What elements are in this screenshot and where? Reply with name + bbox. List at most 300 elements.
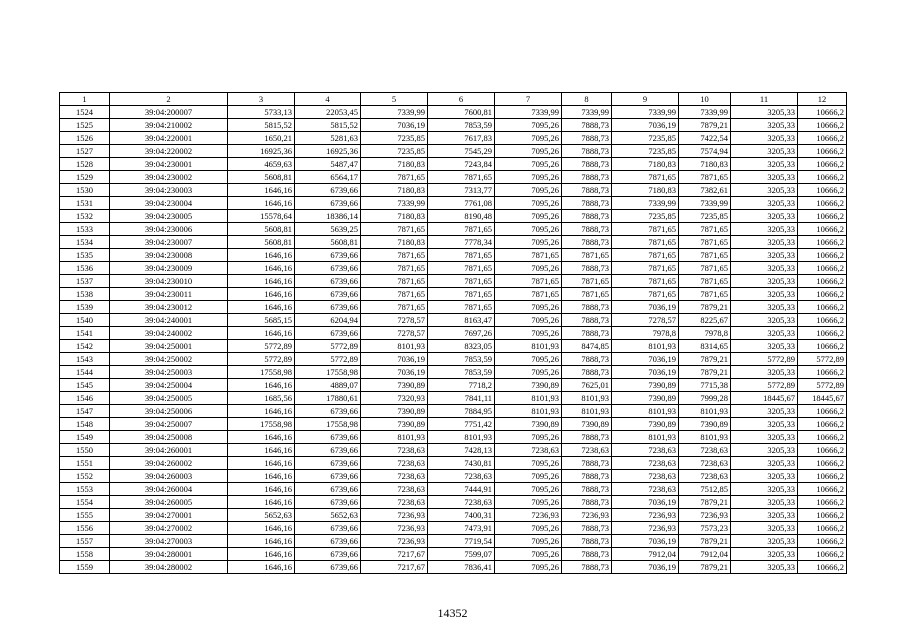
row-id-cell: 1535 bbox=[60, 249, 110, 262]
value-cell: 7871,65 bbox=[612, 262, 679, 275]
value-cell: 7871,65 bbox=[612, 275, 679, 288]
value-cell: 7573,23 bbox=[679, 522, 731, 535]
value-cell: 5685,15 bbox=[228, 314, 295, 327]
value-cell: 1646,16 bbox=[228, 522, 295, 535]
value-cell: 7718,2 bbox=[428, 379, 495, 392]
column-header: 8 bbox=[562, 93, 612, 106]
row-id-cell: 1558 bbox=[60, 548, 110, 561]
row-id-cell: 1543 bbox=[60, 353, 110, 366]
page-number: 14352 bbox=[437, 606, 468, 620]
value-cell: 3205,33 bbox=[731, 158, 798, 171]
value-cell: 5815,52 bbox=[228, 119, 295, 132]
value-cell: 8101,93 bbox=[679, 431, 731, 444]
cadastral-code-cell: 39:04:230001 bbox=[110, 158, 228, 171]
table-row bbox=[60, 158, 847, 171]
value-cell: 3205,33 bbox=[731, 106, 798, 119]
cadastral-code-cell: 39:04:250001 bbox=[110, 340, 228, 353]
value-cell: 7888,73 bbox=[562, 535, 612, 548]
value-cell: 3205,33 bbox=[731, 184, 798, 197]
value-cell: 5772,89 bbox=[731, 353, 798, 366]
table-row bbox=[60, 561, 847, 574]
value-cell: 10666,2 bbox=[798, 210, 847, 223]
row-id-cell: 1557 bbox=[60, 535, 110, 548]
row-id-cell: 1538 bbox=[60, 288, 110, 301]
column-header: 11 bbox=[731, 93, 798, 106]
table-row bbox=[60, 119, 847, 132]
value-cell: 7888,73 bbox=[562, 158, 612, 171]
value-cell: 7879,21 bbox=[679, 561, 731, 574]
value-cell: 7871,65 bbox=[495, 249, 562, 262]
value-cell: 6739,66 bbox=[295, 444, 361, 457]
value-cell: 10666,2 bbox=[798, 119, 847, 132]
value-cell: 7238,63 bbox=[612, 483, 679, 496]
value-cell: 7238,63 bbox=[428, 470, 495, 483]
value-cell: 7217,67 bbox=[361, 548, 428, 561]
cadastral-code-cell: 39:04:230005 bbox=[110, 210, 228, 223]
column-header: 6 bbox=[428, 93, 495, 106]
row-id-cell: 1550 bbox=[60, 444, 110, 457]
value-cell: 8163,47 bbox=[428, 314, 495, 327]
row-id-cell: 1528 bbox=[60, 158, 110, 171]
value-cell: 7879,21 bbox=[679, 366, 731, 379]
value-cell: 7428,13 bbox=[428, 444, 495, 457]
value-cell: 6739,66 bbox=[295, 301, 361, 314]
value-cell: 22053,45 bbox=[295, 106, 361, 119]
value-cell: 7574,94 bbox=[679, 145, 731, 158]
value-cell: 3205,33 bbox=[731, 496, 798, 509]
value-cell: 17558,98 bbox=[295, 366, 361, 379]
value-cell: 7339,99 bbox=[495, 106, 562, 119]
value-cell: 7888,73 bbox=[562, 119, 612, 132]
value-cell: 7871,65 bbox=[679, 288, 731, 301]
value-cell: 7236,93 bbox=[495, 509, 562, 522]
cadastral-code-cell: 39:04:280002 bbox=[110, 561, 228, 574]
value-cell: 4889,07 bbox=[295, 379, 361, 392]
table-row bbox=[60, 353, 847, 366]
value-cell: 7095,26 bbox=[495, 236, 562, 249]
value-cell: 6739,66 bbox=[295, 262, 361, 275]
value-cell: 10666,2 bbox=[798, 431, 847, 444]
table-row bbox=[60, 132, 847, 145]
value-cell: 7871,65 bbox=[562, 275, 612, 288]
value-cell: 7888,73 bbox=[562, 236, 612, 249]
value-cell: 7180,83 bbox=[679, 158, 731, 171]
table-row bbox=[60, 444, 847, 457]
table-row bbox=[60, 431, 847, 444]
value-cell: 3205,33 bbox=[731, 275, 798, 288]
value-cell: 7599,07 bbox=[428, 548, 495, 561]
value-cell: 7339,99 bbox=[612, 197, 679, 210]
value-cell: 7095,26 bbox=[495, 171, 562, 184]
value-cell: 7036,19 bbox=[612, 301, 679, 314]
value-cell: 7095,26 bbox=[495, 366, 562, 379]
value-cell: 7888,73 bbox=[562, 327, 612, 340]
value-cell: 7879,21 bbox=[679, 119, 731, 132]
row-id-cell: 1529 bbox=[60, 171, 110, 184]
value-cell: 8190,48 bbox=[428, 210, 495, 223]
value-cell: 7236,93 bbox=[361, 509, 428, 522]
value-cell: 1646,16 bbox=[228, 457, 295, 470]
value-cell: 7617,83 bbox=[428, 132, 495, 145]
value-cell: 10666,2 bbox=[798, 288, 847, 301]
table-row bbox=[60, 171, 847, 184]
value-cell: 10666,2 bbox=[798, 457, 847, 470]
value-cell: 18386,14 bbox=[295, 210, 361, 223]
value-cell: 6739,66 bbox=[295, 431, 361, 444]
row-id-cell: 1548 bbox=[60, 418, 110, 431]
value-cell: 7853,59 bbox=[428, 353, 495, 366]
row-id-cell: 1559 bbox=[60, 561, 110, 574]
value-cell: 7871,65 bbox=[679, 249, 731, 262]
value-cell: 3205,33 bbox=[731, 301, 798, 314]
value-cell: 7339,99 bbox=[612, 106, 679, 119]
value-cell: 3205,33 bbox=[731, 444, 798, 457]
value-cell: 7238,63 bbox=[361, 483, 428, 496]
value-cell: 5639,25 bbox=[295, 223, 361, 236]
table-row bbox=[60, 197, 847, 210]
value-cell: 7888,73 bbox=[562, 314, 612, 327]
value-cell: 3205,33 bbox=[731, 535, 798, 548]
value-cell: 10666,2 bbox=[798, 340, 847, 353]
value-cell: 3205,33 bbox=[731, 561, 798, 574]
value-cell: 7719,54 bbox=[428, 535, 495, 548]
value-cell: 7888,73 bbox=[562, 548, 612, 561]
value-cell: 7888,73 bbox=[562, 470, 612, 483]
value-cell: 1646,16 bbox=[228, 444, 295, 457]
value-cell: 7871,65 bbox=[562, 288, 612, 301]
cadastral-code-cell: 39:04:250005 bbox=[110, 392, 228, 405]
row-id-cell: 1553 bbox=[60, 483, 110, 496]
value-cell: 7871,65 bbox=[562, 249, 612, 262]
value-cell: 7888,73 bbox=[562, 145, 612, 158]
value-cell: 5815,52 bbox=[295, 119, 361, 132]
table-row bbox=[60, 535, 847, 548]
value-cell: 7871,65 bbox=[495, 288, 562, 301]
cadastral-code-cell: 39:04:230010 bbox=[110, 275, 228, 288]
row-id-cell: 1537 bbox=[60, 275, 110, 288]
row-id-cell: 1554 bbox=[60, 496, 110, 509]
value-cell: 5608,81 bbox=[228, 236, 295, 249]
value-cell: 7095,26 bbox=[495, 184, 562, 197]
value-cell: 7600,81 bbox=[428, 106, 495, 119]
table-row bbox=[60, 483, 847, 496]
value-cell: 7888,73 bbox=[562, 457, 612, 470]
value-cell: 7888,73 bbox=[562, 483, 612, 496]
value-cell: 7871,65 bbox=[612, 171, 679, 184]
value-cell: 1646,16 bbox=[228, 275, 295, 288]
row-id-cell: 1536 bbox=[60, 262, 110, 275]
value-cell: 7871,65 bbox=[612, 236, 679, 249]
value-cell: 8101,93 bbox=[495, 392, 562, 405]
value-cell: 8101,93 bbox=[562, 405, 612, 418]
value-cell: 7238,63 bbox=[562, 444, 612, 457]
value-cell: 1646,16 bbox=[228, 249, 295, 262]
value-cell: 7036,19 bbox=[361, 353, 428, 366]
value-cell: 7390,89 bbox=[361, 379, 428, 392]
value-cell: 5733,13 bbox=[228, 106, 295, 119]
row-id-cell: 1534 bbox=[60, 236, 110, 249]
table-row bbox=[60, 366, 847, 379]
value-cell: 7715,38 bbox=[679, 379, 731, 392]
value-cell: 7095,26 bbox=[495, 561, 562, 574]
value-cell: 1650,21 bbox=[228, 132, 295, 145]
value-cell: 7430,81 bbox=[428, 457, 495, 470]
column-header: 10 bbox=[679, 93, 731, 106]
value-cell: 10666,2 bbox=[798, 249, 847, 262]
value-cell: 7095,26 bbox=[495, 210, 562, 223]
row-id-cell: 1524 bbox=[60, 106, 110, 119]
value-cell: 7879,21 bbox=[679, 496, 731, 509]
value-cell: 7390,89 bbox=[361, 418, 428, 431]
value-cell: 8101,93 bbox=[562, 392, 612, 405]
value-cell: 5772,89 bbox=[295, 353, 361, 366]
value-cell: 8314,65 bbox=[679, 340, 731, 353]
value-cell: 7238,63 bbox=[679, 444, 731, 457]
value-cell: 5772,89 bbox=[228, 340, 295, 353]
value-cell: 7036,19 bbox=[612, 496, 679, 509]
column-header: 3 bbox=[228, 93, 295, 106]
value-cell: 7320,93 bbox=[361, 392, 428, 405]
row-id-cell: 1533 bbox=[60, 223, 110, 236]
data-table bbox=[59, 92, 847, 574]
row-id-cell: 1545 bbox=[60, 379, 110, 392]
value-cell: 5772,89 bbox=[731, 379, 798, 392]
value-cell: 7217,67 bbox=[361, 561, 428, 574]
value-cell: 7879,21 bbox=[679, 301, 731, 314]
value-cell: 7912,04 bbox=[612, 548, 679, 561]
value-cell: 7036,19 bbox=[361, 366, 428, 379]
value-cell: 7512,85 bbox=[679, 483, 731, 496]
value-cell: 7339,99 bbox=[679, 106, 731, 119]
value-cell: 7390,89 bbox=[612, 392, 679, 405]
cadastral-code-cell: 39:04:230006 bbox=[110, 223, 228, 236]
value-cell: 10666,2 bbox=[798, 106, 847, 119]
value-cell: 10666,2 bbox=[798, 561, 847, 574]
value-cell: 7871,65 bbox=[679, 236, 731, 249]
table-row bbox=[60, 184, 847, 197]
value-cell: 7095,26 bbox=[495, 327, 562, 340]
cadastral-code-cell: 39:04:260002 bbox=[110, 457, 228, 470]
value-cell: 8474,85 bbox=[562, 340, 612, 353]
row-id-cell: 1541 bbox=[60, 327, 110, 340]
value-cell: 3205,33 bbox=[731, 119, 798, 132]
value-cell: 7871,65 bbox=[612, 223, 679, 236]
value-cell: 6739,66 bbox=[295, 275, 361, 288]
value-cell: 7243,84 bbox=[428, 158, 495, 171]
value-cell: 7235,85 bbox=[612, 210, 679, 223]
value-cell: 6739,66 bbox=[295, 405, 361, 418]
value-cell: 7888,73 bbox=[562, 496, 612, 509]
table-row bbox=[60, 288, 847, 301]
value-cell: 1646,16 bbox=[228, 327, 295, 340]
value-cell: 7888,73 bbox=[562, 431, 612, 444]
value-cell: 7236,93 bbox=[562, 509, 612, 522]
value-cell: 7238,63 bbox=[361, 457, 428, 470]
value-cell: 7390,89 bbox=[495, 418, 562, 431]
cadastral-code-cell: 39:04:270003 bbox=[110, 535, 228, 548]
value-cell: 5608,81 bbox=[228, 171, 295, 184]
cadastral-code-cell: 39:04:230004 bbox=[110, 197, 228, 210]
cadastral-code-cell: 39:04:230002 bbox=[110, 171, 228, 184]
value-cell: 1646,16 bbox=[228, 184, 295, 197]
value-cell: 3205,33 bbox=[731, 548, 798, 561]
value-cell: 8101,93 bbox=[428, 431, 495, 444]
table-row bbox=[60, 496, 847, 509]
value-cell: 7625,01 bbox=[562, 379, 612, 392]
value-cell: 7278,57 bbox=[361, 314, 428, 327]
value-cell: 17880,61 bbox=[295, 392, 361, 405]
value-cell: 7238,63 bbox=[428, 496, 495, 509]
value-cell: 7238,63 bbox=[361, 496, 428, 509]
value-cell: 7180,83 bbox=[612, 184, 679, 197]
value-cell: 7238,63 bbox=[612, 457, 679, 470]
value-cell: 10666,2 bbox=[798, 262, 847, 275]
value-cell: 7871,65 bbox=[679, 171, 731, 184]
cadastral-code-cell: 39:04:250002 bbox=[110, 353, 228, 366]
cadastral-code-cell: 39:04:270002 bbox=[110, 522, 228, 535]
value-cell: 10666,2 bbox=[798, 444, 847, 457]
cadastral-code-cell: 39:04:260003 bbox=[110, 470, 228, 483]
value-cell: 7095,26 bbox=[495, 158, 562, 171]
column-header: 4 bbox=[295, 93, 361, 106]
column-header: 1 bbox=[60, 93, 110, 106]
value-cell: 7871,65 bbox=[361, 249, 428, 262]
value-cell: 10666,2 bbox=[798, 171, 847, 184]
value-cell: 7884,95 bbox=[428, 405, 495, 418]
value-cell: 7390,89 bbox=[562, 418, 612, 431]
table-row bbox=[60, 210, 847, 223]
value-cell: 1646,16 bbox=[228, 548, 295, 561]
value-cell: 7095,26 bbox=[495, 301, 562, 314]
value-cell: 7036,19 bbox=[612, 535, 679, 548]
value-cell: 7871,65 bbox=[428, 301, 495, 314]
value-cell: 6739,66 bbox=[295, 548, 361, 561]
value-cell: 8225,67 bbox=[679, 314, 731, 327]
value-cell: 7036,19 bbox=[612, 119, 679, 132]
value-cell: 7871,65 bbox=[428, 223, 495, 236]
value-cell: 3205,33 bbox=[731, 314, 798, 327]
value-cell: 3205,33 bbox=[731, 236, 798, 249]
cadastral-code-cell: 39:04:210002 bbox=[110, 119, 228, 132]
value-cell: 7339,99 bbox=[361, 197, 428, 210]
value-cell: 7238,63 bbox=[361, 470, 428, 483]
value-cell: 7235,85 bbox=[679, 210, 731, 223]
value-cell: 7390,89 bbox=[612, 379, 679, 392]
row-id-cell: 1552 bbox=[60, 470, 110, 483]
value-cell: 10666,2 bbox=[798, 158, 847, 171]
column-header: 9 bbox=[612, 93, 679, 106]
value-cell: 3205,33 bbox=[731, 210, 798, 223]
value-cell: 8101,93 bbox=[495, 340, 562, 353]
value-cell: 7999,28 bbox=[679, 392, 731, 405]
value-cell: 3205,33 bbox=[731, 145, 798, 158]
cadastral-code-cell: 39:04:230008 bbox=[110, 249, 228, 262]
cadastral-code-cell: 39:04:260004 bbox=[110, 483, 228, 496]
value-cell: 7238,63 bbox=[612, 444, 679, 457]
value-cell: 3205,33 bbox=[731, 288, 798, 301]
value-cell: 7095,26 bbox=[495, 314, 562, 327]
value-cell: 7180,83 bbox=[361, 236, 428, 249]
value-cell: 10666,2 bbox=[798, 275, 847, 288]
cadastral-code-cell: 39:04:240001 bbox=[110, 314, 228, 327]
value-cell: 3205,33 bbox=[731, 340, 798, 353]
value-cell: 7871,65 bbox=[361, 288, 428, 301]
value-cell: 7236,93 bbox=[361, 522, 428, 535]
value-cell: 7278,57 bbox=[361, 327, 428, 340]
value-cell: 7871,65 bbox=[428, 171, 495, 184]
value-cell: 7095,26 bbox=[495, 535, 562, 548]
table-row bbox=[60, 314, 847, 327]
table-row bbox=[60, 106, 847, 119]
value-cell: 3205,33 bbox=[731, 366, 798, 379]
value-cell: 7095,26 bbox=[495, 119, 562, 132]
cadastral-code-cell: 39:04:230011 bbox=[110, 288, 228, 301]
value-cell: 5608,81 bbox=[295, 236, 361, 249]
value-cell: 1646,16 bbox=[228, 561, 295, 574]
cadastral-code-cell: 39:04:230007 bbox=[110, 236, 228, 249]
value-cell: 7339,99 bbox=[562, 106, 612, 119]
value-cell: 7888,73 bbox=[562, 301, 612, 314]
value-cell: 7236,93 bbox=[612, 509, 679, 522]
value-cell: 8101,93 bbox=[612, 340, 679, 353]
value-cell: 7238,63 bbox=[679, 457, 731, 470]
value-cell: 6739,66 bbox=[295, 197, 361, 210]
value-cell: 7180,83 bbox=[361, 158, 428, 171]
value-cell: 1646,16 bbox=[228, 431, 295, 444]
column-header: 5 bbox=[361, 93, 428, 106]
column-header: 2 bbox=[110, 93, 228, 106]
value-cell: 10666,2 bbox=[798, 197, 847, 210]
value-cell: 3205,33 bbox=[731, 483, 798, 496]
value-cell: 7036,19 bbox=[612, 561, 679, 574]
table-row bbox=[60, 249, 847, 262]
value-cell: 10666,2 bbox=[798, 405, 847, 418]
value-cell: 3205,33 bbox=[731, 457, 798, 470]
value-cell: 7400,31 bbox=[428, 509, 495, 522]
value-cell: 7888,73 bbox=[562, 522, 612, 535]
value-cell: 7339,99 bbox=[679, 197, 731, 210]
table-row bbox=[60, 327, 847, 340]
value-cell: 5487,47 bbox=[295, 158, 361, 171]
column-header: 12 bbox=[798, 93, 847, 106]
table-row bbox=[60, 340, 847, 353]
value-cell: 7912,04 bbox=[679, 548, 731, 561]
value-cell: 7871,65 bbox=[428, 275, 495, 288]
value-cell: 5772,89 bbox=[228, 353, 295, 366]
value-cell: 7978,8 bbox=[612, 327, 679, 340]
value-cell: 17558,98 bbox=[228, 366, 295, 379]
table-row bbox=[60, 418, 847, 431]
value-cell: 7888,73 bbox=[562, 353, 612, 366]
value-cell: 6739,66 bbox=[295, 496, 361, 509]
value-cell: 7095,26 bbox=[495, 470, 562, 483]
value-cell: 7236,93 bbox=[679, 509, 731, 522]
value-cell: 7888,73 bbox=[562, 223, 612, 236]
value-cell: 10666,2 bbox=[798, 496, 847, 509]
value-cell: 7095,26 bbox=[495, 223, 562, 236]
value-cell: 7751,42 bbox=[428, 418, 495, 431]
row-id-cell: 1525 bbox=[60, 119, 110, 132]
row-id-cell: 1549 bbox=[60, 431, 110, 444]
value-cell: 5652,63 bbox=[295, 509, 361, 522]
value-cell: 3205,33 bbox=[731, 171, 798, 184]
value-cell: 15578,64 bbox=[228, 210, 295, 223]
cadastral-code-cell: 39:04:240002 bbox=[110, 327, 228, 340]
value-cell: 10666,2 bbox=[798, 535, 847, 548]
row-id-cell: 1532 bbox=[60, 210, 110, 223]
cadastral-code-cell: 39:04:250003 bbox=[110, 366, 228, 379]
cadastral-code-cell: 39:04:200007 bbox=[110, 106, 228, 119]
